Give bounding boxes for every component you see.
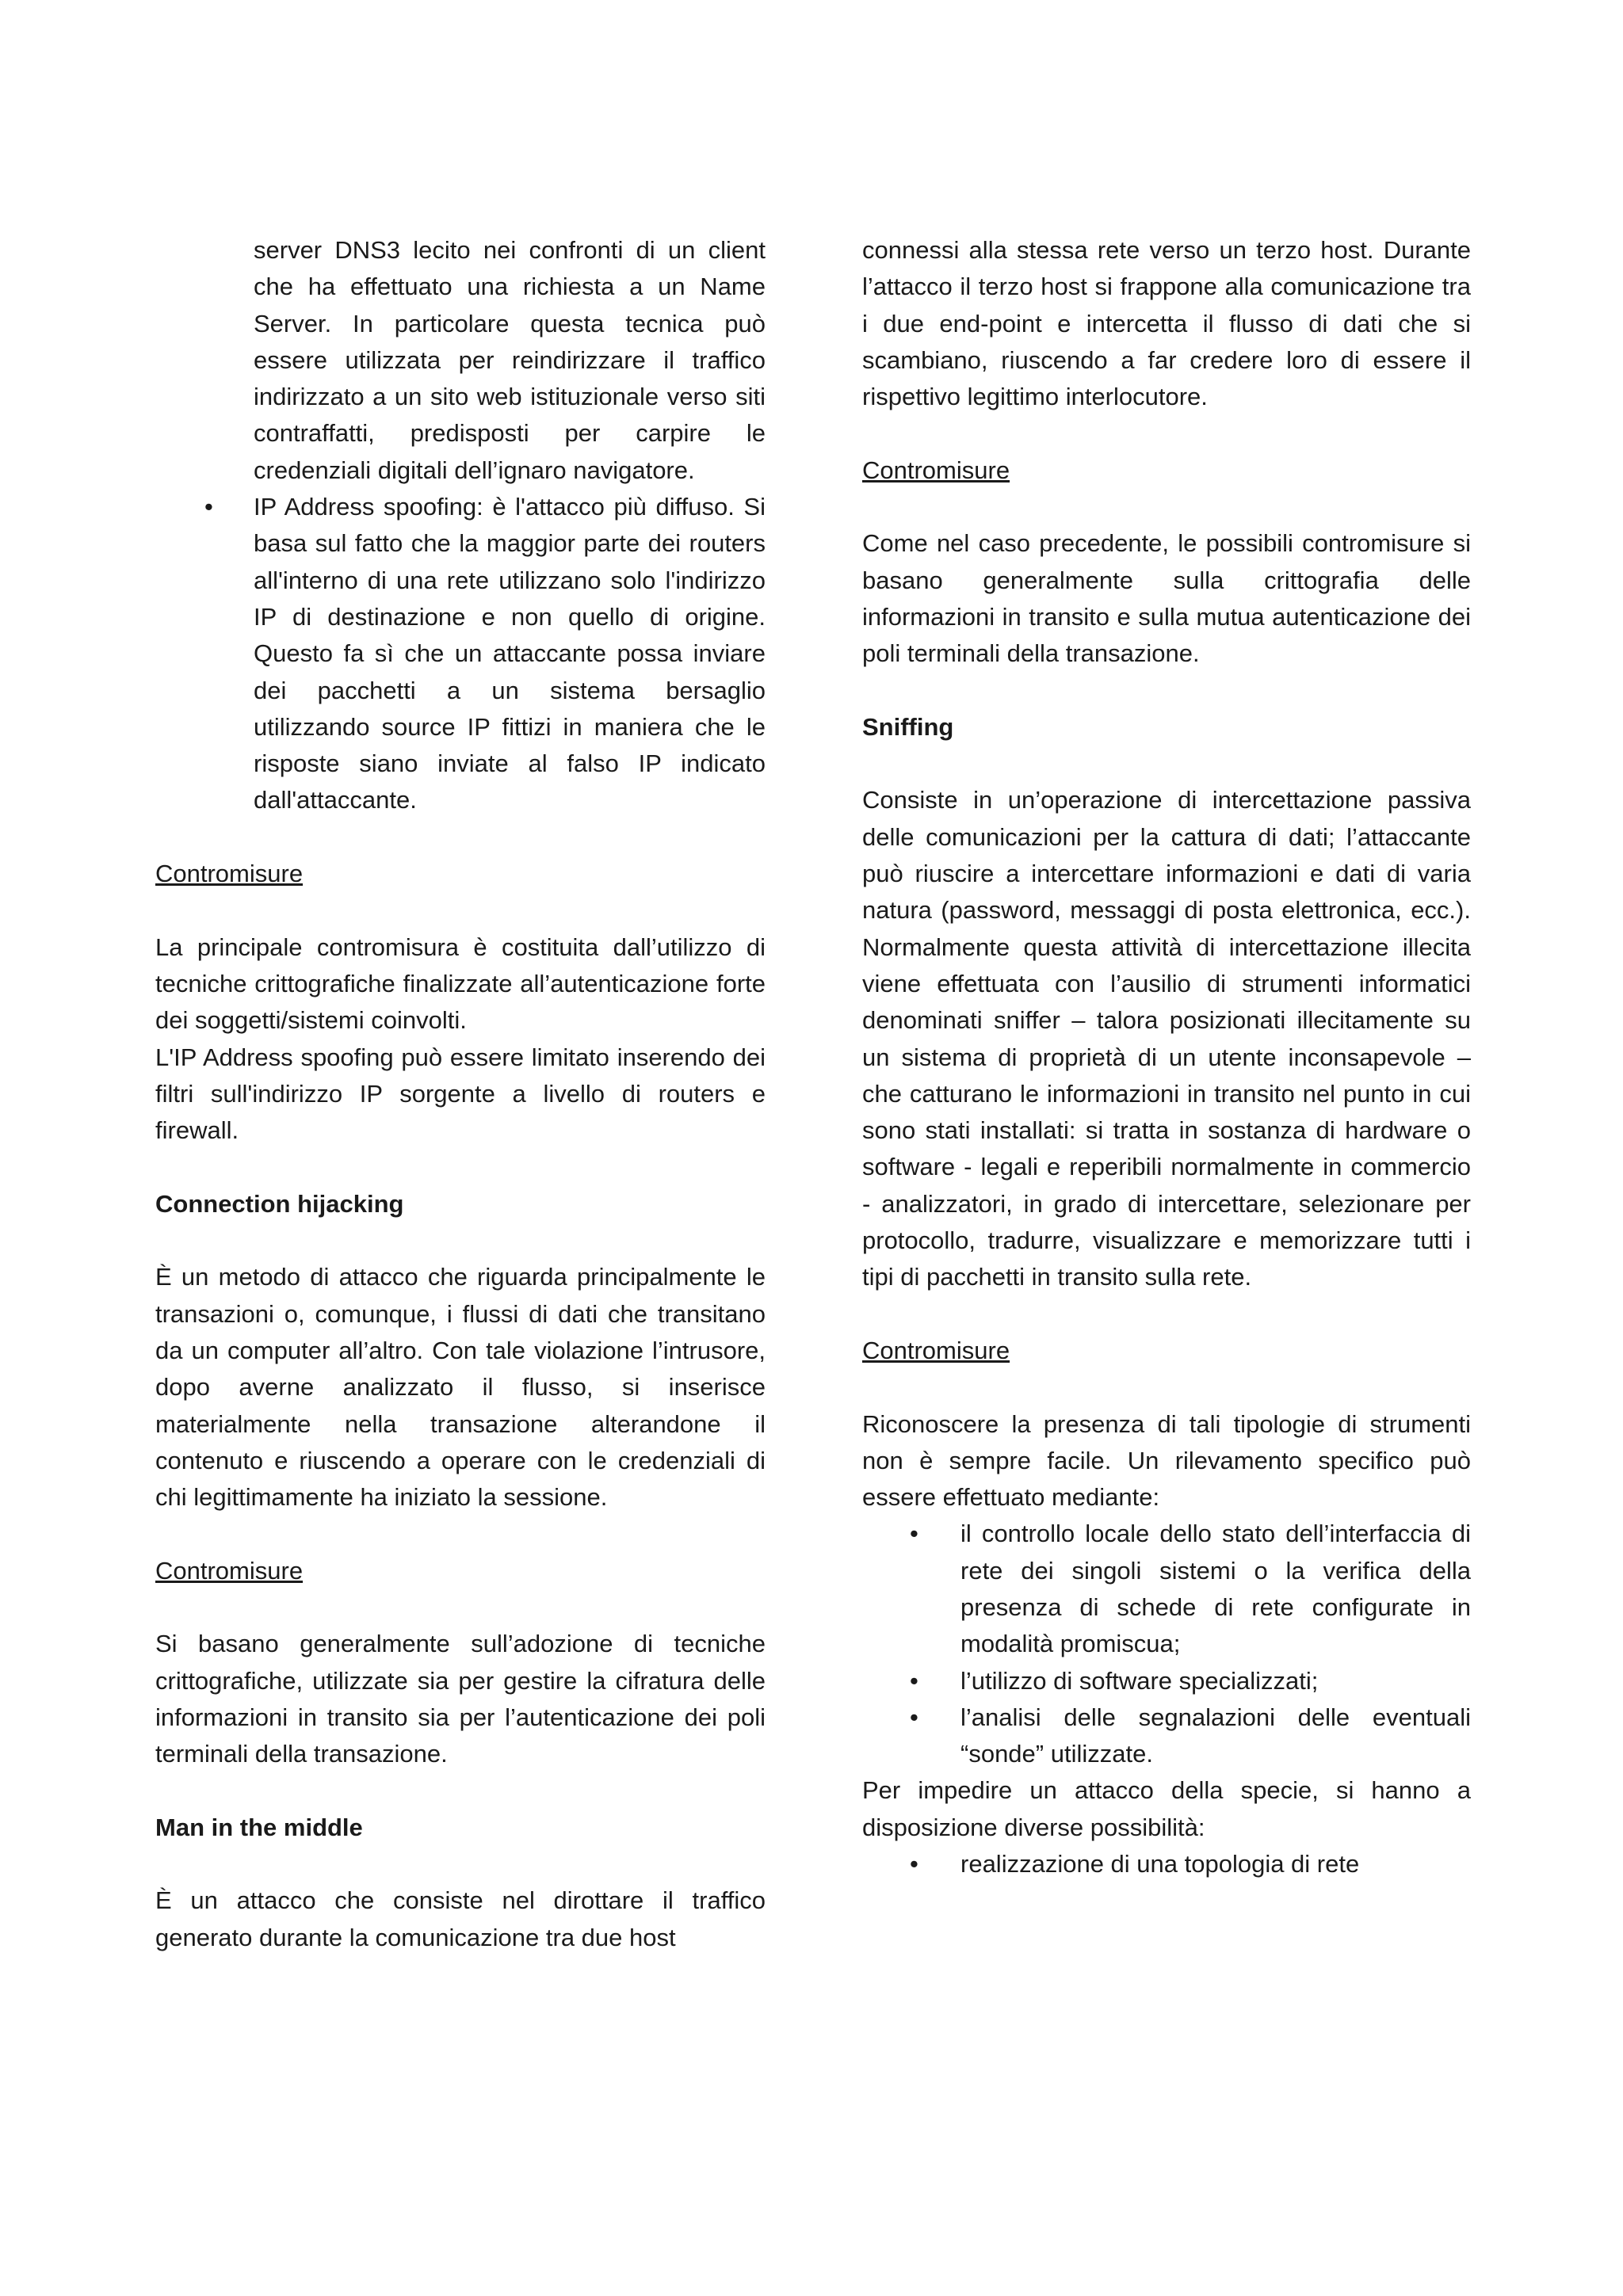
left-column: [155, 232, 766, 1956]
right-column: [862, 232, 1471, 1882]
list-item-text: l’analisi delle segnalazioni delle eventuali “sonde” utilizzate.: [960, 1703, 1471, 1768]
connection-hijacking-heading: Connection hijacking: [155, 1189, 404, 1218]
contromisure-paragraph: La principale contromisura è costituita dall’utilizzo di tecniche crittografiche finalizzate all’autenticazione forte dei soggetti/sistemi coinvolti.: [155, 933, 766, 1035]
bullet-icon: •: [910, 1850, 918, 1878]
list-item: [862, 1516, 1471, 1662]
contromisure-heading: Contromisure: [862, 1336, 1010, 1364]
connection-hijacking-paragraph: È un metodo di attacco che riguarda principalmente le transazioni o, comunque, i flussi di dati che transitano da un computer all’altro. Con tale violazione l’intrusore, dopo averne analizzato il flusso, si inserisce materialmente nella transazione alterandone il contenuto e riuscendo a operare con le credenziali di chi legittimamente ha iniziato la sessione.: [155, 1263, 766, 1512]
man-in-the-middle-paragraph: È un attacco che consiste nel dirottare il traffico generato durante la comunicazione tra due host: [155, 1886, 766, 1951]
bullet-icon: •: [910, 1703, 918, 1731]
sniffing-heading: Sniffing: [862, 712, 954, 741]
detection-list: [862, 1516, 1471, 1772]
bullet-icon: •: [910, 1520, 918, 1548]
prevention-list: [862, 1846, 1471, 1882]
spoofing-list: [155, 489, 766, 819]
prevention-paragraph: Per impedire un attacco della specie, si hanno a disposizione diverse possibilità:: [862, 1776, 1471, 1841]
contromisure-paragraph: Come nel caso precedente, le possibili contromisure si basano generalmente sulla crittografia delle informazioni in transito e sulla mutua autenticazione dei poli terminali della transazione.: [862, 529, 1471, 668]
list-item: [862, 1663, 1471, 1699]
bullet-icon: •: [204, 493, 213, 521]
list-item-text: il controllo locale dello stato dell’interfaccia di rete dei singoli sistemi o la verifica della presenza di schede di rete configurate in modalità promiscua;: [960, 1520, 1471, 1658]
contromisure-paragraph: Riconoscere la presenza di tali tipologie di strumenti non è sempre facile. Un rilevamento specifico può essere effettuato mediante:: [862, 1409, 1471, 1512]
bullet-icon: •: [910, 1666, 918, 1695]
ip-spoofing-limit-paragraph: L'IP Address spoofing può essere limitato inserendo dei filtri sull'indirizzo IP sorgente a livello di routers e firewall.: [155, 1043, 766, 1145]
list-item: [862, 1846, 1471, 1882]
list-item-ip-spoofing: [155, 489, 766, 819]
list-item-text: l’utilizzo di software specializzati;: [960, 1666, 1319, 1695]
list-item: [862, 1699, 1471, 1773]
list-item-text: realizzazione di una topologia di rete: [960, 1850, 1360, 1878]
contromisure-paragraph: Si basano generalmente sull’adozione di tecniche crittografiche, utilizzate sia per gestire la cifratura delle informazioni in transito sia per l’autenticazione dei poli terminali della transazione.: [155, 1630, 766, 1768]
man-in-the-middle-continuation: connessi alla stessa rete verso un terzo host. Durante l’attacco il terzo host si frappone alla comunicazione tra i due end-point e intercetta il flusso di dati che si scambiano, riuscendo a far credere loro di essere il rispettivo legittimo interlocutore.: [862, 236, 1471, 411]
contromisure-heading: Contromisure: [155, 860, 304, 888]
contromisure-heading: Contromisure: [862, 456, 1010, 484]
list-item-text: IP Address spoofing: è l'attacco più diffuso. Si basa sul fatto che la maggior parte dei routers all'interno di una rete utilizzano solo l'indirizzo IP di destinazione e non quello di origine. Questo fa sì che un attaccante possa inviare dei pacchetti a un sistema bersaglio utilizzando source IP fittizi in maniera che le risposte siano inviate al falso IP indicato dall'attaccante.: [254, 493, 766, 814]
contromisure-heading: Contromisure: [155, 1556, 304, 1585]
man-in-the-middle-heading: Man in the middle: [155, 1813, 363, 1841]
dns-spoofing-continuation: server DNS3 lecito nei confronti di un client che ha effettuato una richiesta a un Name Server. In particolare questa tecnica può essere utilizzata per reindirizzare il traffico indirizzato a un sito web istituzionale verso siti contraffatti, predisposti per carpire le credenziali digitali dell’ignaro navigatore.: [254, 236, 766, 484]
sniffing-paragraph: Consiste in un’operazione di intercettazione passiva delle comunicazioni per la cattura di dati; l’attaccante può riuscire a intercettare informazioni e dati di varia natura (password, messaggi di posta elettronica, ecc.). Normalmente questa attività di intercettazione illecita viene effettuata con l’ausilio di strumenti informatici denominati sniffer – talora posizionati illecitamente su un sistema di proprietà di un utente inconsapevole – che catturano le informazioni in transito nel punto in cui sono stati installati: si tratta in sostanza di hardware o software - legali e reperibili normalmente in commercio - analizzatori, in grado di intercettare, selezionare per protocollo, tradurre, visualizzare e memorizzare tutti i tipi di pacchetti in transito sulla rete.: [862, 786, 1471, 1291]
